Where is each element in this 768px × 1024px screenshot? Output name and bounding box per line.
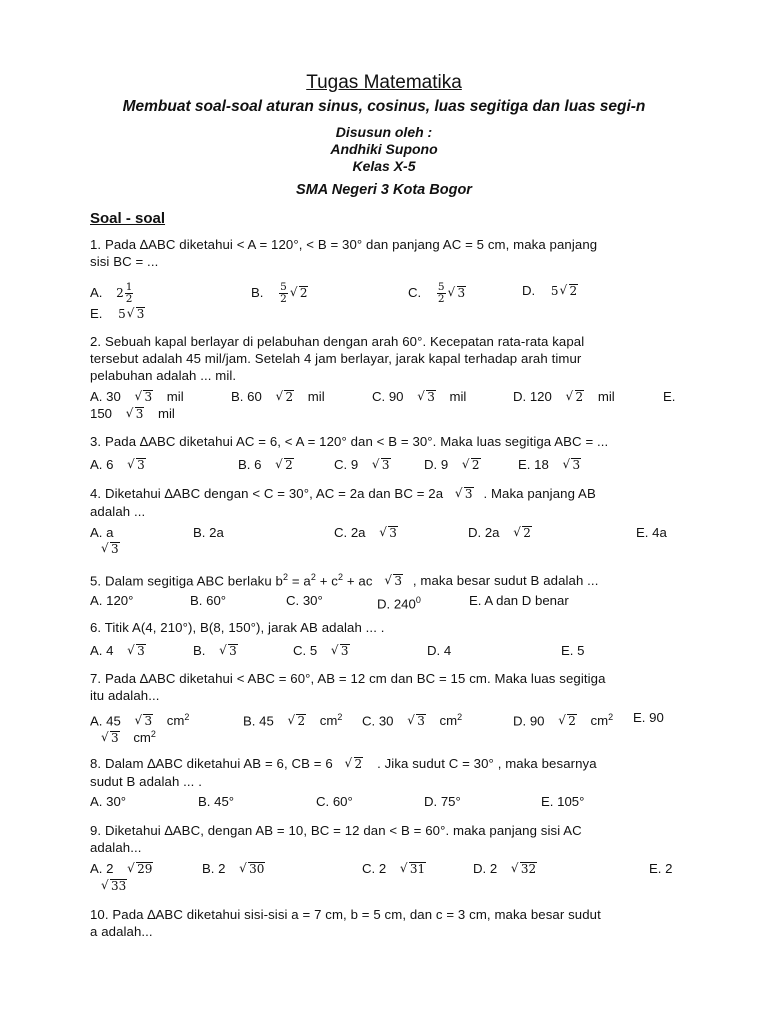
q1-option-a [90, 282, 134, 305]
q3-option-e [518, 456, 581, 474]
question-7 [90, 670, 677, 704]
option-label: A. 4 [90, 643, 114, 658]
square-root [331, 643, 350, 660]
square-root [101, 878, 127, 895]
q1-option-d [522, 282, 578, 300]
radicand: 3 [136, 307, 145, 321]
section-heading: Soal - soal [90, 210, 166, 227]
q2-option-a [90, 388, 184, 406]
radicand: 2 [575, 390, 584, 404]
q9-option-b [202, 860, 265, 878]
q1-option-b [251, 282, 308, 305]
question-9-line-2: adalah... [90, 840, 142, 855]
option-label: E. 2 [649, 861, 673, 876]
square-root [558, 713, 577, 730]
radicand: 3 [135, 407, 144, 421]
question-3-line-1: 3. Pada ∆ABC diketahui AC = 6, < A = 120° dan < B = 30°. Maka luas segitiga ABC = ... [90, 434, 609, 449]
radicand: 32 [520, 862, 537, 876]
radicand: 2 [471, 458, 480, 472]
option-label: C. 9 [334, 457, 359, 472]
q4-option-b [193, 524, 224, 541]
fraction [125, 282, 134, 305]
question-text: = a [288, 573, 311, 589]
radicand: 2 [569, 284, 578, 298]
option-label: B. 60 [231, 389, 262, 404]
radicand: 2 [568, 714, 576, 729]
q5-option-c [286, 592, 323, 609]
option-label: B. 45 [243, 713, 274, 729]
question-2 [90, 333, 677, 384]
fraction-numerator: 1 [125, 281, 133, 293]
q9-option-d [473, 860, 537, 878]
option-label: B. 2a [193, 525, 224, 540]
radicand: 3 [137, 458, 145, 472]
radicand: 29 [137, 862, 153, 876]
option-label: B. [193, 643, 206, 658]
unit: mil [158, 406, 175, 421]
question-text: + ac [343, 573, 373, 589]
fraction [437, 282, 446, 305]
square-root [219, 643, 238, 660]
author-name: Andhiki Supono [330, 141, 438, 157]
square-root [511, 861, 537, 878]
question-9 [90, 822, 677, 856]
question-6-line-1: 6. Titik A(4, 210°), B(8, 150°), jarak AB adalah ... . [90, 620, 385, 635]
option-label: C. 2 [362, 861, 387, 876]
q3-option-b [238, 456, 294, 474]
option-label: D. 90 [513, 713, 545, 729]
page-subtitle: Membuat soal-soal aturan sinus, cosinus, luas segitiga dan luas segi-n [122, 98, 646, 115]
unit: mil [307, 389, 325, 404]
radicand: 3 [340, 644, 349, 658]
option-label: E. [90, 306, 103, 321]
radicand: 2 [285, 390, 294, 404]
option-label: E. A dan D benar [469, 593, 569, 608]
option-label: C. 5 [293, 643, 318, 658]
square-root [275, 389, 294, 406]
option-label: C. 90 [372, 389, 404, 404]
radicand: 3 [381, 458, 390, 472]
unit: cm [319, 713, 338, 729]
unit: mil [166, 389, 184, 404]
option-label: C. 60° [316, 794, 353, 809]
fraction-numerator: 5 [280, 281, 287, 293]
option-label: E. 105° [541, 794, 585, 809]
q7-option-c [362, 709, 462, 730]
square-root [127, 306, 146, 323]
option-label: E. 5 [561, 643, 585, 658]
unit: cm [166, 713, 185, 729]
question-7-line-1: 7. Pada ∆ABC diketahui < ABC = 60°, AB = 12 cm dan BC = 15 cm. Maka luas segitiga [90, 671, 606, 686]
question-text: + c [315, 573, 338, 589]
square-root [562, 457, 581, 474]
option-label: D. 9 [424, 457, 449, 472]
question-1-line-1: 1. Pada ∆ABC diketahui < A = 120°, < B = 30° dan panjang AC = 5 cm, maka panjang [90, 237, 598, 252]
question-4-line-1 [90, 485, 677, 503]
question-1 [90, 236, 677, 270]
question-2-line-1: 2. Sebuah kapal berlayar di pelabuhan dengan arah 60°. Kecepatan rata-rata kapal [90, 334, 585, 349]
option-label: A. [90, 284, 103, 300]
q9-option-a [90, 860, 153, 878]
exponent: 0 [415, 595, 421, 605]
option-label: D. 2a [468, 525, 500, 540]
q8-option-d [424, 793, 461, 810]
question-5 [90, 569, 677, 590]
option-value: 150 [90, 406, 113, 421]
option-label: D. [522, 283, 536, 298]
class-name: Kelas X-5 [352, 158, 416, 174]
question-8 [90, 755, 677, 790]
option-label: B. 60° [190, 593, 227, 608]
unit: mil [597, 389, 615, 404]
option-label: E. 90 [633, 710, 664, 725]
q3-option-d [424, 456, 481, 474]
question-4 [90, 485, 677, 520]
option-label: A. 30 [90, 389, 121, 404]
question-7-line-2: itu adalah... [90, 688, 160, 703]
q6-option-a [90, 642, 146, 660]
q5-option-e [469, 592, 569, 609]
radicand: 3 [137, 644, 145, 658]
radicand: 3 [111, 542, 119, 556]
q7-option-b [243, 709, 342, 730]
radicand: 3 [111, 731, 119, 746]
option-label: E. [663, 389, 676, 404]
option-label: A. 2 [90, 861, 114, 876]
school-name: SMA Negeri 3 Kota Bogor [296, 182, 472, 198]
coefficient: 5 [118, 307, 126, 321]
square-root [239, 861, 265, 878]
square-root [101, 541, 120, 558]
page-title: Tugas Matematika [306, 72, 462, 93]
compiled-by-label: Disusun oleh : [335, 124, 433, 140]
exponent: 2 [608, 712, 614, 722]
q2-option-c [372, 388, 466, 406]
q7-option-e-value [100, 726, 156, 747]
q3-option-c [334, 456, 391, 474]
option-label: D. 120 [513, 389, 552, 404]
mixed-whole: 2 [116, 285, 124, 300]
option-label: D. 4 [427, 643, 452, 658]
option-label: C. 30 [362, 713, 394, 729]
question-text: 8. Dalam ∆ABC diketahui AB = 6, CB = 6 [90, 756, 333, 771]
option-label: D. 75° [424, 794, 461, 809]
question-9-line-1: 9. Diketahui ∆ABC, dengan AB = 10, BC = 12 dan < B = 60°. maka panjang sisi AC [90, 823, 582, 838]
q4-option-e-root [100, 540, 120, 558]
question-2-line-2: tersebut adalah 45 mil/jam. Setelah 4 jam berlayar, jarak kapal terhadap arah timur [90, 351, 582, 366]
square-root [379, 525, 398, 542]
option-label: D. 240 [377, 596, 416, 612]
option-label: A. a [90, 525, 114, 540]
radicand: 3 [457, 285, 466, 300]
radicand: 3 [417, 714, 425, 729]
q6-option-e [561, 642, 584, 659]
q8-option-c [316, 793, 353, 810]
exponent: 2 [457, 712, 463, 722]
exponent: 2 [337, 712, 343, 722]
radicand: 3 [229, 644, 237, 658]
q9-option-e [649, 860, 672, 877]
fraction-denominator: 2 [125, 293, 133, 305]
square-root [126, 406, 145, 423]
square-root [462, 457, 481, 474]
square-root [566, 389, 585, 406]
option-label: C. 2a [334, 525, 366, 540]
q6-option-d [427, 642, 451, 659]
option-label: A. 120° [90, 593, 134, 608]
radicand: 3 [144, 390, 153, 404]
q4-option-a [90, 524, 113, 541]
option-label: B. 45° [198, 794, 235, 809]
option-label: E. 4a [636, 525, 667, 540]
question-10 [90, 906, 677, 940]
q3-option-a [90, 456, 146, 474]
q4-option-e [636, 524, 667, 541]
option-label: B. [251, 284, 264, 300]
radicand: 2 [354, 757, 363, 771]
radicand: 3 [144, 714, 153, 729]
exponent: 2 [310, 572, 316, 582]
q5-option-b [190, 592, 226, 609]
option-label: E. 18 [518, 457, 549, 472]
q8-option-a [90, 793, 126, 810]
square-root [455, 486, 474, 503]
option-label: B. 2 [202, 861, 226, 876]
coefficient: 5 [550, 284, 559, 298]
square-root [127, 861, 153, 878]
question-text: , maka besar sudut B adalah ... [412, 573, 599, 589]
square-root [101, 730, 120, 747]
radicand: 33 [111, 879, 127, 893]
option-label: A. 30° [90, 794, 127, 809]
q1-option-e [90, 305, 145, 323]
option-label: C. 30° [286, 593, 323, 608]
q6-option-c [293, 642, 350, 660]
square-root [560, 283, 579, 300]
unit: cm [133, 730, 151, 746]
q4-option-d [468, 524, 532, 542]
radicand: 31 [409, 862, 426, 876]
question-text: 5. Dalam segitiga ABC berlaku b [90, 573, 283, 589]
square-root [417, 389, 436, 406]
radicand: 3 [394, 574, 403, 589]
exponent: 2 [282, 572, 289, 582]
q9-option-c [362, 860, 426, 878]
q9-option-e-root [100, 877, 127, 895]
radicand: 2 [523, 526, 531, 540]
radicand: 3 [572, 458, 581, 472]
radicand: 30 [249, 862, 265, 876]
square-root [407, 713, 426, 730]
radicand: 3 [427, 390, 435, 404]
q5-option-d [377, 592, 421, 612]
q8-option-e [541, 793, 584, 810]
question-8-line-2: sudut B adalah ... . [90, 774, 202, 789]
square-root [345, 756, 364, 773]
option-label: A. 45 [90, 713, 121, 729]
square-root [513, 525, 532, 542]
question-10-line-2: a adalah... [90, 924, 153, 939]
question-6 [90, 619, 677, 636]
option-label: B. 6 [238, 457, 262, 472]
question-3 [90, 433, 677, 450]
unit: mil [449, 389, 467, 404]
q2-option-d [513, 388, 615, 406]
square-root [127, 457, 146, 474]
square-root [384, 573, 403, 590]
q7-option-d [513, 709, 613, 730]
exponent: 2 [150, 729, 156, 739]
square-root [275, 457, 294, 474]
square-root [134, 389, 153, 406]
option-label: A. 6 [90, 457, 114, 472]
radicand: 2 [285, 458, 293, 472]
unit: cm [590, 713, 609, 729]
question-text: . Maka panjang AB [483, 486, 596, 501]
radicand: 3 [389, 526, 397, 540]
exponent: 2 [184, 712, 190, 722]
square-root [448, 285, 467, 302]
square-root [400, 861, 426, 878]
question-text: 4. Diketahui ∆ABC dengan < C = 30°, AC = 2a dan BC = 2a [90, 486, 444, 501]
question-text: . Jika sudut C = 30° , maka besarnya [377, 756, 597, 771]
q4-option-c [334, 524, 398, 542]
q7-option-e [633, 709, 664, 726]
fraction-denominator: 2 [437, 293, 445, 305]
q6-option-b [193, 642, 238, 660]
q1-option-c [408, 282, 466, 305]
q2-option-b [231, 388, 325, 406]
square-root [127, 643, 146, 660]
square-root [290, 285, 309, 302]
option-label: D. 2 [473, 861, 498, 876]
question-8-line-1 [90, 755, 677, 773]
question-10-line-1: 10. Pada ∆ABC diketahui sisi-sisi a = 7 cm, b = 5 cm, dan c = 3 cm, maka besar sudut [90, 907, 601, 922]
fraction [279, 282, 288, 305]
radicand: 3 [464, 487, 473, 501]
unit: cm [439, 713, 458, 729]
question-4-line-2: adalah ... [90, 504, 146, 519]
square-root [372, 457, 391, 474]
exponent: 2 [337, 572, 344, 582]
q8-option-b [198, 793, 234, 810]
fraction-numerator: 5 [437, 281, 445, 293]
square-root [287, 713, 306, 730]
radicand: 2 [297, 714, 306, 729]
question-2-line-3: pelabuhan adalah ... mil. [90, 368, 237, 383]
fraction-denominator: 2 [280, 293, 287, 305]
option-label: C. [408, 284, 422, 300]
radicand: 2 [299, 285, 308, 300]
q2-option-e-value [90, 405, 175, 423]
q2-option-e [663, 388, 675, 405]
question-1-line-2: sisi BC = ... [90, 254, 159, 269]
q5-option-a [90, 592, 133, 609]
